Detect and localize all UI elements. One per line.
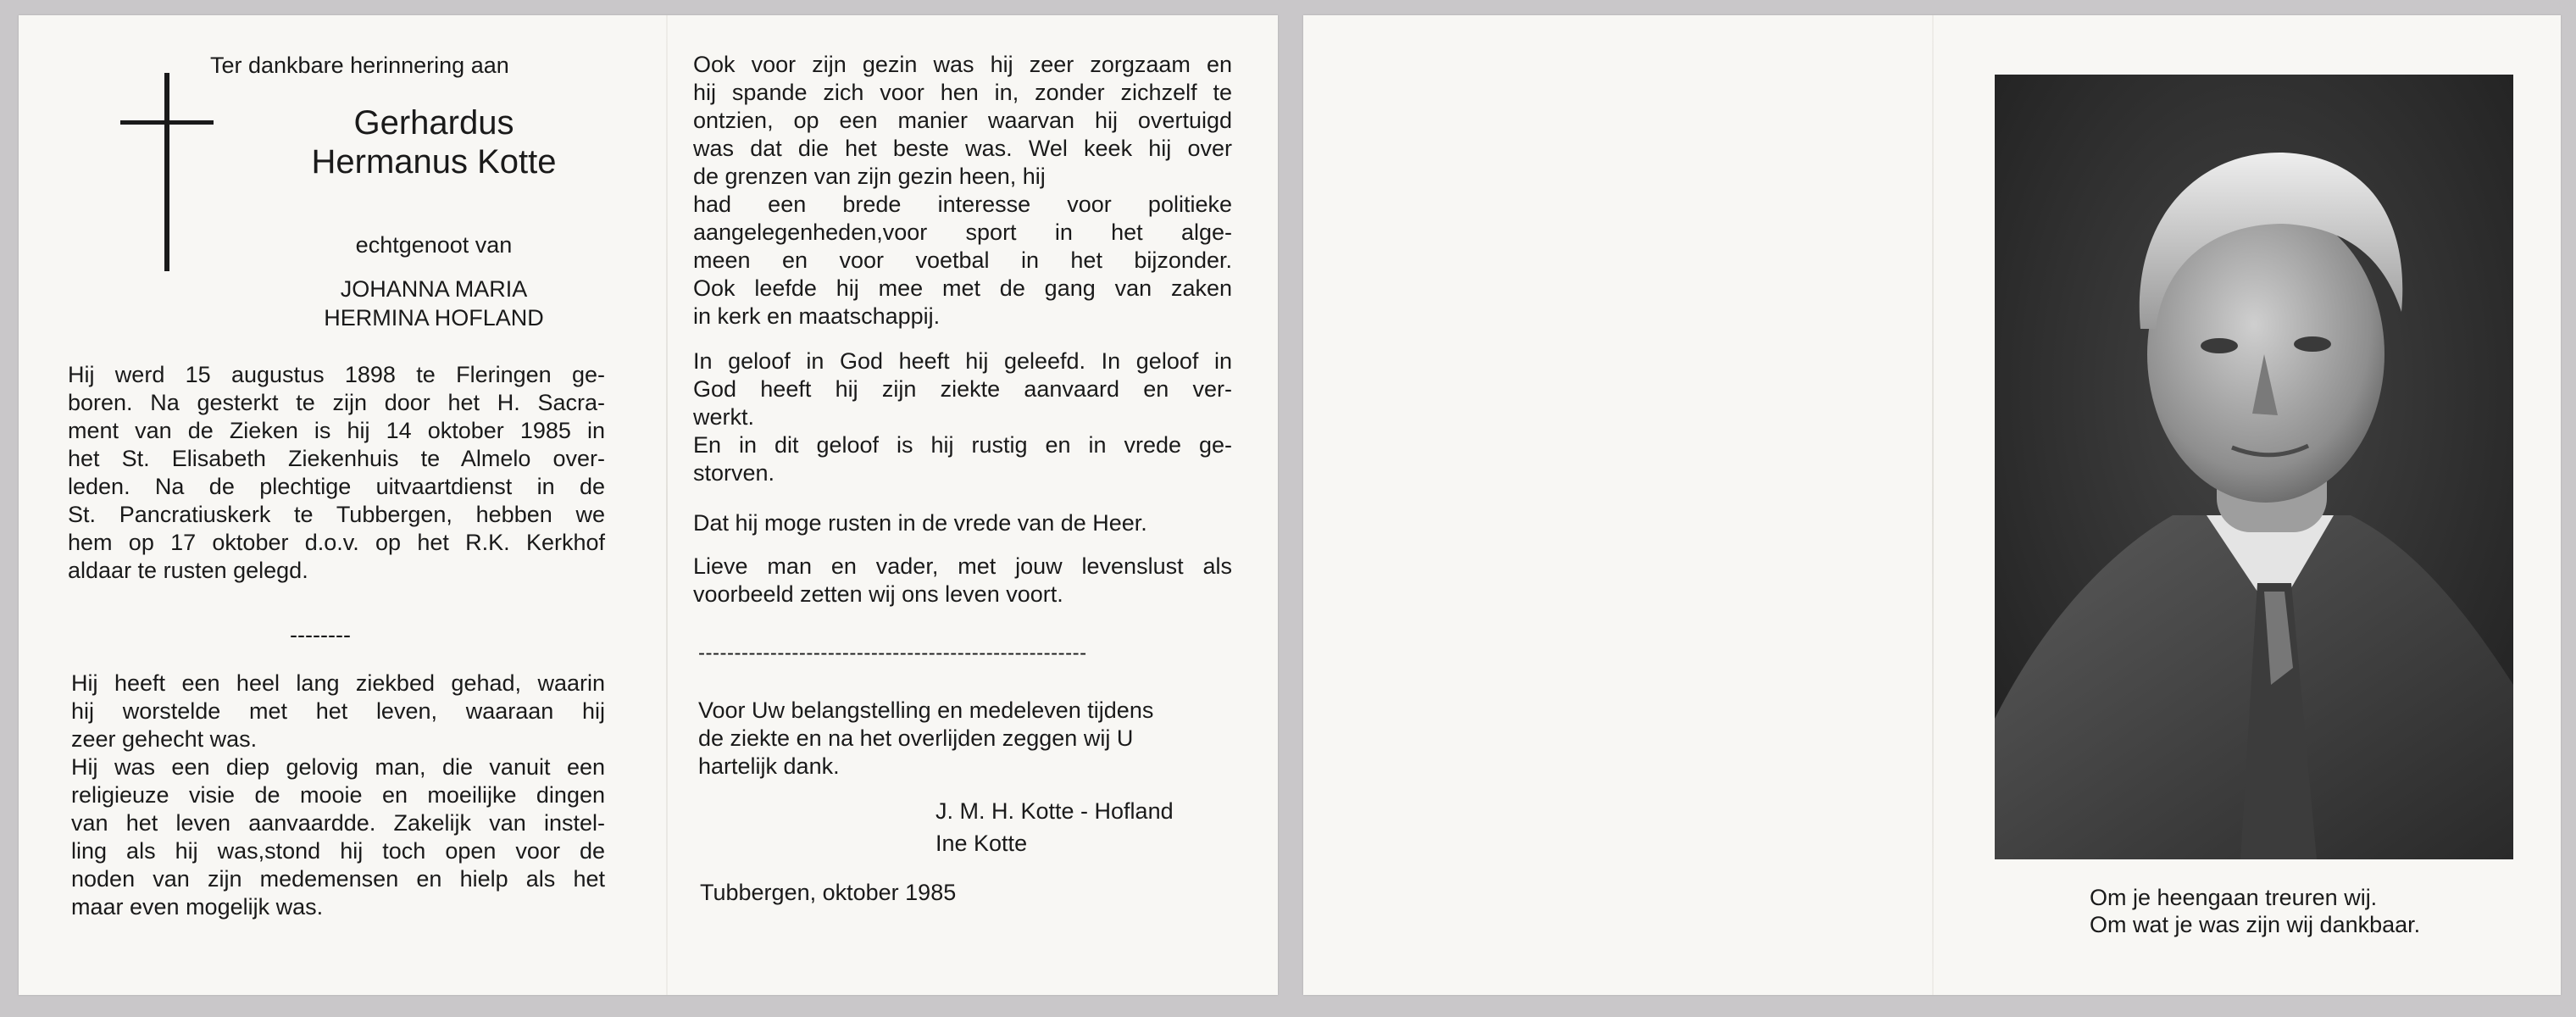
biography-paragraph bbox=[68, 361, 605, 585]
portrait-photo bbox=[1995, 75, 2513, 859]
family-line: ontzien, op een manier waarvan hij overtuigd bbox=[693, 108, 1232, 133]
family-line: was dat die het beste was. Wel keek hij over bbox=[693, 136, 1232, 161]
dedication-line: voorbeeld zetten wij ons leven voort. bbox=[693, 581, 1063, 607]
thanks-line: de ziekte en na het overlijden zeggen wij U bbox=[698, 725, 1134, 751]
bio-line: St. Pancratiuskerk te Tubbergen, hebben we bbox=[68, 502, 605, 527]
spouse-name-first: JOHANNA MARIA bbox=[340, 276, 528, 302]
life-line: Hij heeft een heel lang ziekbed gehad, waarin bbox=[71, 670, 605, 696]
life-line: hij worstelde met het leven, waaraan hij bbox=[71, 698, 605, 724]
life-line: van het leven aanvaardde. Zakelijk van instel- bbox=[71, 810, 605, 836]
bio-line: aldaar te rusten gelegd. bbox=[68, 558, 308, 583]
spouse-name-last: HERMINA HOFLAND bbox=[324, 305, 544, 331]
bio-line: het St. Elisabeth Ziekenhuis te Almelo over- bbox=[68, 446, 605, 471]
portrait-illustration bbox=[1995, 75, 2513, 859]
thanks-line: hartelijk dank. bbox=[698, 753, 840, 779]
thanks-line: Voor Uw belangstelling en medeleven tijdens bbox=[698, 697, 1154, 723]
bio-line: boren. Na gesterkt te zijn door het H. Sacra- bbox=[68, 390, 605, 415]
card-fold-line bbox=[1932, 15, 1934, 995]
place-and-date: Tubbergen, oktober 1985 bbox=[700, 880, 957, 905]
signature-line-2: Ine Kotte bbox=[935, 831, 1028, 856]
life-line: ling als hij was,stond hij toch open voor de bbox=[71, 838, 605, 864]
bio-line: leden. Na de plechtige uitvaartdienst in de bbox=[68, 474, 605, 499]
bio-line: hem op 17 oktober d.o.v. op het R.K. Kerkhof bbox=[68, 530, 605, 555]
memorial-card-text-side bbox=[19, 15, 1278, 995]
family-line: in kerk en maatschappij. bbox=[693, 303, 941, 329]
deceased-name-first: Gerhardus bbox=[353, 104, 514, 142]
family-line: de grenzen van zijn gezin heen, hij bbox=[693, 164, 1046, 189]
thanks-paragraph bbox=[698, 697, 1230, 781]
dashed-divider: ------------------------------------------------------ bbox=[698, 642, 1087, 664]
life-line: noden van zijn medemensen en hielp als het bbox=[71, 866, 605, 892]
life-line: religieuze visie de mooie en moeilijke dingen bbox=[71, 782, 605, 808]
life-line: zeer gehecht was. bbox=[71, 726, 258, 752]
dedication-line: Lieve man en vader, met jouw levenslust als bbox=[693, 553, 1232, 579]
caption-line-1: Om je heengaan treuren wij. bbox=[2090, 885, 2378, 910]
bio-line: Hij werd 15 augustus 1898 te Fleringen ge- bbox=[68, 362, 605, 387]
caption-line-2: Om wat je was zijn wij dankbaar. bbox=[2090, 912, 2421, 937]
family-line: hij spande zich voor hen in, zonder zichzelf te bbox=[693, 80, 1232, 105]
intro-text: Ter dankbare herinnering aan bbox=[210, 53, 509, 78]
family-paragraph bbox=[693, 51, 1232, 331]
family-line: Ook leefde hij mee met de gang van zaken bbox=[693, 275, 1232, 301]
deceased-name-last: Hermanus Kotte bbox=[311, 143, 557, 181]
faith-line: En in dit geloof is hij rustig en in vrede ge- bbox=[693, 432, 1232, 458]
family-line: had een brede interesse voor politieke bbox=[693, 192, 1232, 217]
faith-line: In geloof in God heeft hij geleefd. In geloof in bbox=[693, 348, 1232, 374]
dedication-paragraph bbox=[693, 553, 1232, 609]
signature-line-1: J. M. H. Kotte - Hofland bbox=[935, 798, 1174, 824]
cross-icon bbox=[164, 73, 169, 271]
family-line: aangelegenheden,voor sport in het alge- bbox=[693, 220, 1232, 245]
faith-line: storven. bbox=[693, 460, 775, 486]
family-line: Ook voor zijn gezin was hij zeer zorgzaam en bbox=[693, 52, 1232, 77]
family-line: meen en voor voetbal in het bijzonder. bbox=[693, 247, 1232, 273]
faith-paragraph bbox=[693, 347, 1232, 487]
memorial-card-photo-side bbox=[1303, 15, 2561, 995]
rest-in-peace-line: Dat hij moge rusten in de vrede van de Heer. bbox=[693, 510, 1147, 536]
card-fold-line bbox=[666, 15, 668, 995]
bio-line: ment van de Zieken is hij 14 oktober 1985 in bbox=[68, 418, 605, 443]
cross-icon-bar bbox=[120, 120, 214, 125]
section-separator: -------- bbox=[290, 622, 351, 647]
spouse-label: echtgenoot van bbox=[355, 232, 513, 258]
faith-line: werkt. bbox=[693, 404, 755, 430]
life-paragraph bbox=[71, 670, 605, 921]
faith-line: God heeft hij zijn ziekte aanvaard en ver- bbox=[693, 376, 1232, 402]
life-line: Hij was een diep gelovig man, die vanuit een bbox=[71, 754, 605, 780]
life-line: maar even mogelijk was. bbox=[71, 894, 324, 920]
